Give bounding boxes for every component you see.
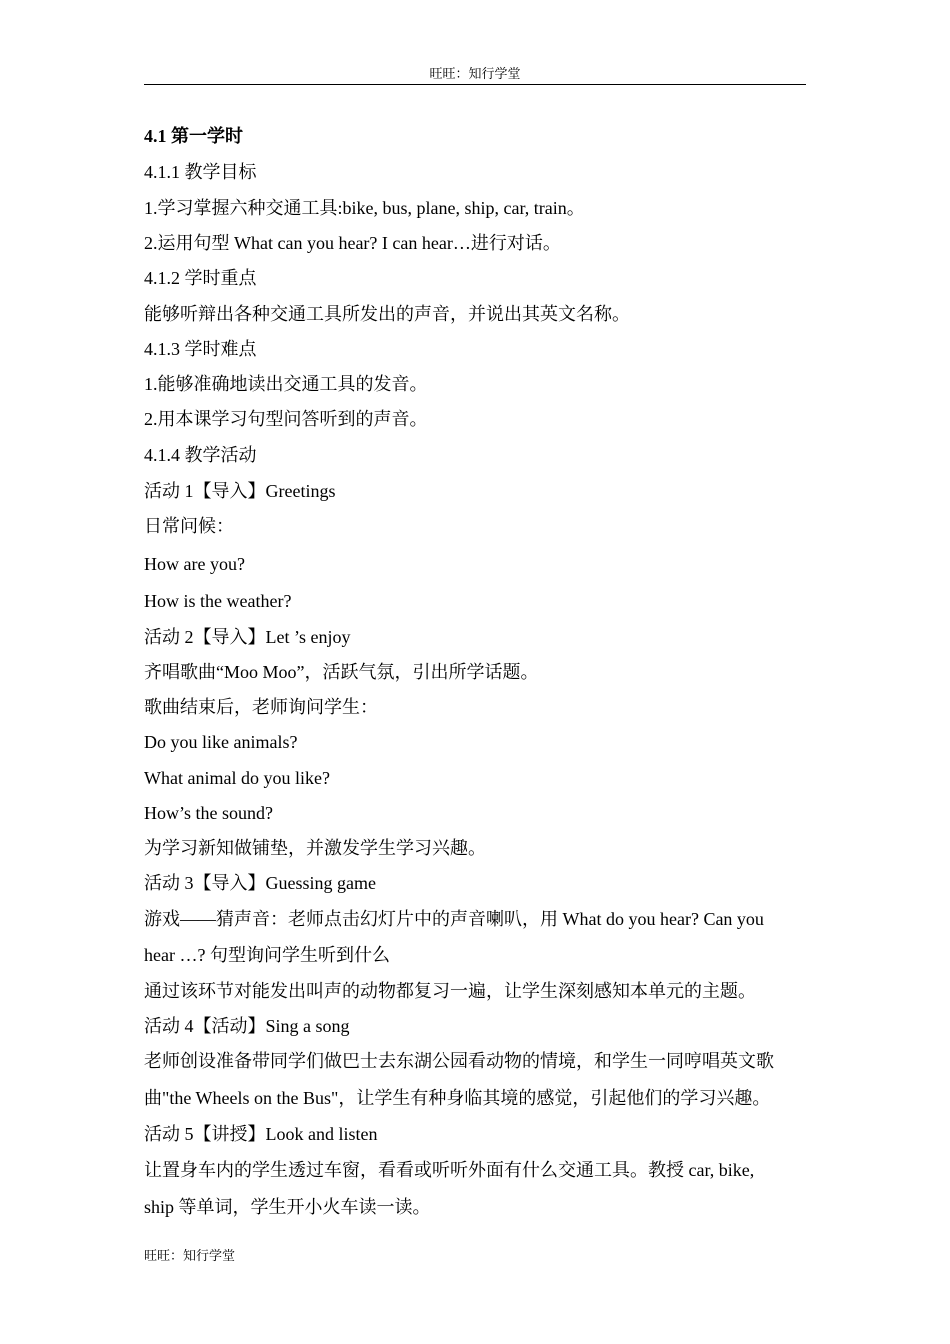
paragraph-line: ship 等单词，学生开小火车读一读。 xyxy=(144,1197,431,1217)
paragraph-line: 歌曲结束后，老师询问学生： xyxy=(144,697,378,717)
page-header: 旺旺：知行学堂 xyxy=(429,66,521,81)
paragraph-line: 2.运用句型 What can you hear? I can hear…进行对话。 xyxy=(144,233,561,253)
activity-heading: 活动 4【活动】Sing a song xyxy=(144,1016,350,1036)
activity-heading: 活动 2【导入】Let ’s enjoy xyxy=(144,627,351,647)
paragraph-line: What animal do you like? xyxy=(144,768,330,788)
paragraph-line: 老师创设准备带同学们做巴士去东湖公园看动物的情境，和学生一同哼唱英文歌 xyxy=(144,1051,774,1071)
paragraph-line: 齐唱歌曲“Moo Moo”，活跃气氛，引出所学话题。 xyxy=(144,662,539,682)
subsection-heading: 4.1.1 教学目标 xyxy=(144,162,257,182)
subsection-heading: 4.1.4 教学活动 xyxy=(144,445,257,465)
paragraph-line: 1.学习掌握六种交通工具:bike, bus, plane, ship, car, train。 xyxy=(144,198,585,218)
paragraph-line: 能够听辩出各种交通工具所发出的声音，并说出其英文名称。 xyxy=(144,304,630,324)
paragraph-line: How’s the sound? xyxy=(144,803,273,823)
paragraph-line: 通过该环节对能发出叫声的动物都复习一遍，让学生深刻感知本单元的主题。 xyxy=(144,981,756,1001)
section-title: 4.1 第一学时 xyxy=(144,126,243,146)
subsection-heading: 4.1.2 学时重点 xyxy=(144,268,257,288)
paragraph-line: 游戏——猜声音：老师点击幻灯片中的声音喇叭，用 What do you hear? Can you xyxy=(144,909,764,929)
paragraph-line: 1.能够准确地读出交通工具的发音。 xyxy=(144,374,428,394)
paragraph-line: How is the weather? xyxy=(144,591,292,611)
activity-heading: 活动 3【导入】Guessing game xyxy=(144,873,376,893)
paragraph-line: 日常问候： xyxy=(144,516,234,536)
paragraph-line: 曲"the Wheels on the Bus"，让学生有种身临其境的感觉，引起他们的学习兴趣。 xyxy=(144,1088,771,1108)
paragraph-line: 为学习新知做铺垫，并激发学生学习兴趣。 xyxy=(144,838,486,858)
paragraph-line: hear …? 句型询问学生听到什么 xyxy=(144,945,390,965)
paragraph-line: 2.用本课学习句型问答听到的声音。 xyxy=(144,409,428,429)
activity-heading: 活动 5【讲授】Look and listen xyxy=(144,1124,378,1144)
activity-heading: 活动 1【导入】Greetings xyxy=(144,481,336,501)
paragraph-line: Do you like animals? xyxy=(144,732,298,752)
paragraph-line: How are you? xyxy=(144,554,245,574)
paragraph-line: 让置身车内的学生透过车窗，看看或听听外面有什么交通工具。教授 car, bike, xyxy=(144,1160,755,1180)
header-divider xyxy=(144,84,806,85)
page-footer: 旺旺：知行学堂 xyxy=(144,1248,236,1263)
subsection-heading: 4.1.3 学时难点 xyxy=(144,339,257,359)
